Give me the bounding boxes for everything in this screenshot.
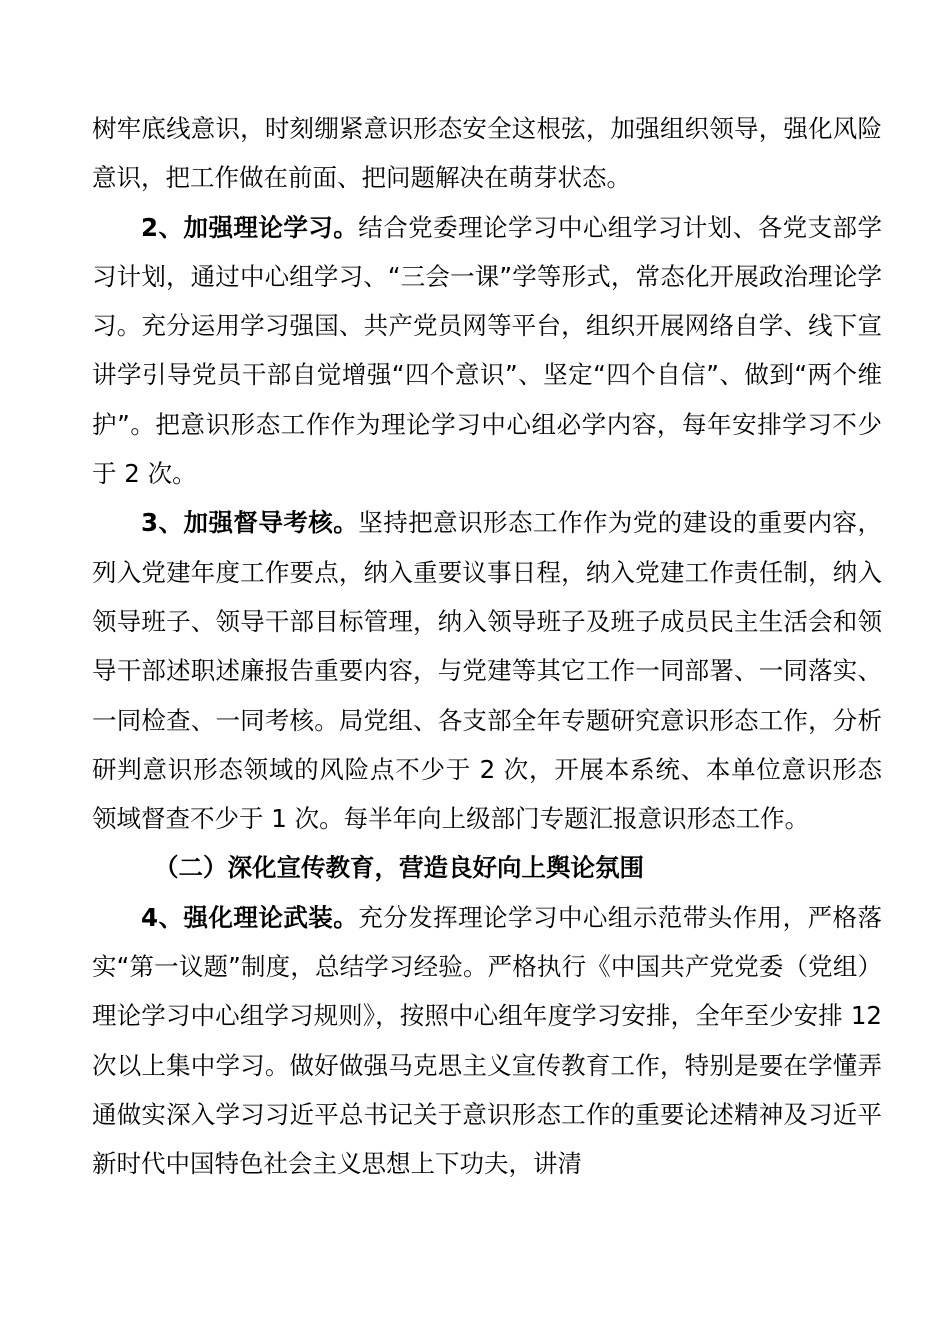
paragraph-heading: 3、加强督导考核。 bbox=[141, 508, 359, 538]
section-heading-text: （二）深化宣传教育，营造良好向上舆论氛围 bbox=[154, 853, 644, 883]
paragraph-text: 结合党委理论学习中心组学习计划、各党支部学习计划，通过中心组学习、“三会一课”学等形式，常态化开展政治理论学习。充分运用学习强国、共产党员网等平台，组织开展网络自学、线下宣讲学引导党员干部自觉增强“四个意识”、坚定“四个自信”、做到“两个维护”。把意识形态工作作为理论学习中心组必学内容，每年安排学习不少于 2 次。 bbox=[92, 212, 883, 489]
paragraph-text: 坚持把意识形态工作作为党的建设的重要内容，列入党建年度工作要点，纳入重要议事日程，纳入党建工作责任制，纳入领导班子、领导干部目标管理，纳入领导班子及班子成员民主生活会和领导干部述职述廉报告重要内容，与党建等其它工作一同部署、一同落实、一同检查、一同考核。局党组、各支部全年专题研究意识形态工作，分析研判意识形态领域的风险点不少于 2 次，开展本系统、本单位意识形态领域督查不少于 1 次。每半年向上级部门专题汇报意识形态工作。 bbox=[92, 508, 883, 834]
paragraph-heading: 2、加强理论学习。 bbox=[141, 212, 359, 242]
section-heading bbox=[92, 843, 882, 892]
paragraph-text: 充分发挥理论学习中心组示范带头作用，严格落实“第一议题”制度，总结学习经验。严格执行《中国共产党党委（党组）理论学习中心组学习规则》，按照中心组年度学习安排，全年至少安排 12 次以上集中学习。做好做强马克思主义宣传教育工作，特别是要在学懂弄通做实深入学习习近平总书记关于意识形态工作的重要论述精神及习近平新时代中国特色社会主义思想上下功夫，讲清 bbox=[92, 902, 883, 1179]
paragraph-continuation bbox=[92, 104, 882, 203]
paragraph-text: 树牢底线意识，时刻绷紧意识形态安全这根弦，加强组织领导，强化风险意识，把工作做在前面、把问题解决在萌芽状态。 bbox=[92, 114, 882, 193]
document-page bbox=[92, 104, 882, 1189]
paragraph-strengthen-theory-armament bbox=[92, 893, 882, 1189]
paragraph-heading: 4、强化理论武装。 bbox=[141, 902, 359, 932]
paragraph-strengthen-theory-study bbox=[92, 203, 882, 499]
paragraph-strengthen-supervision bbox=[92, 498, 882, 843]
